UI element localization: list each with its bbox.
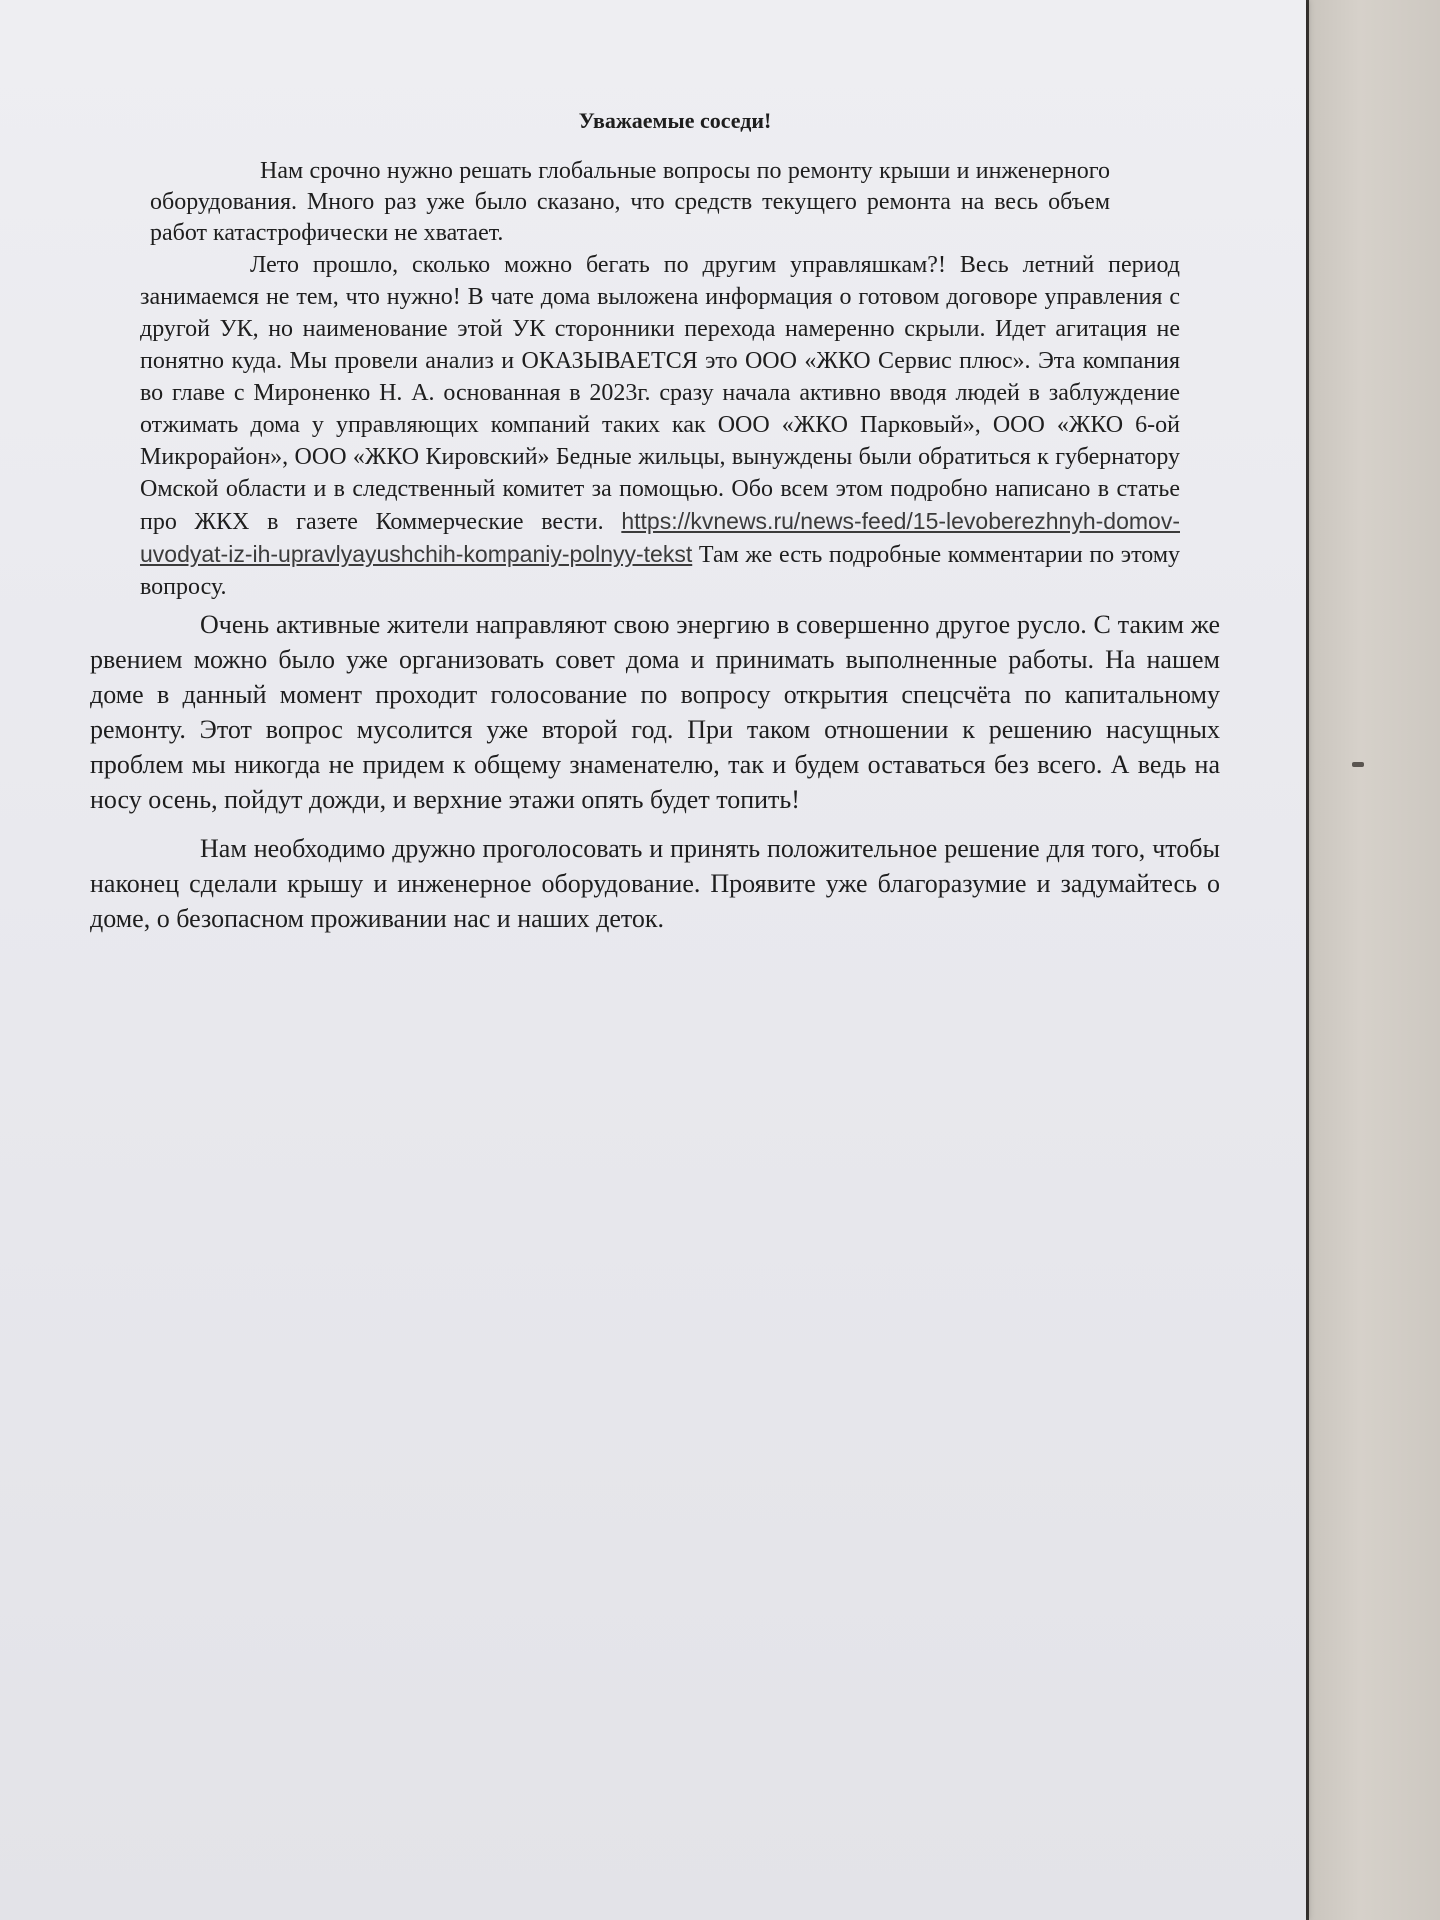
sheet-edge-shadow bbox=[1306, 0, 1309, 1920]
paper-mark bbox=[1352, 762, 1364, 767]
paragraph-management-company bbox=[90, 249, 1220, 603]
paragraph-roof-repair: Нам срочно нужно решать глобальные вопросы по ремонту крыши и инженерного оборудования. Много раз уже было сказано, что средств текущего ремонта на весь объем работ катастрофически не хватает. bbox=[150, 158, 1110, 246]
paragraph-text: Лето прошло, сколько можно бегать по другим управляшкам?! Весь летний период занимаемся не тем, что нужно! В чате дома выложена информация о готовом договоре управления с другой УК, но наименование этой УК сторонники перехода намеренно скрыли. Идет агитация не понятно куда. Мы провели анализ и ОКАЗЫВАЕТСЯ это ООО «ЖКО Сервис плюс». Эта компания во главе с Мироненко Н. А. основанная в 2023г. сразу начала активно вводя людей в заблуждение отжимать дома у управляющих компаний таких как ООО «ЖКО Парковый», ООО «ЖКО 6-ой Микрорайон», ООО «ЖКО Кировский» Бедные жильцы, вынуждены были обратиться к губернатору Омской области и в следственный комитет за помощью. Обо всем этом подробно написано в статье про ЖКХ в газете Коммерческие вести. bbox=[140, 252, 1180, 535]
paragraph-active-residents: Очень активные жители направляют свою энергию в совершенно другое русло. С таким же рвением можно было уже организовать совет дома и принимать выполненные работы. На нашем доме в данный момент проходит голосование по вопросу открытия спецсчёта по капитальному ремонту. Этот вопрос мусолится уже второй год. При таком отношении к решению насущных проблем мы никогда не придем к общему знаменателю, так и будем оставаться без всего. А ведь на носу осень, пойдут дожди, и верхние этажи опять будет топить! bbox=[90, 610, 1220, 814]
letter-body bbox=[90, 108, 1220, 936]
letter-title: Уважаемые соседи! bbox=[578, 108, 772, 133]
paragraph-text-after-link: Там же есть подробные комментарии по этому вопросу. bbox=[140, 542, 1181, 600]
underlying-paper-edge bbox=[1306, 0, 1440, 1920]
article-link[interactable]: https://kvnews.ru/news-feed/15-levoberezhnyh-domov-uvodyat-iz-ih-upravlyayushchih-kompaniy-polnyy-tekst bbox=[140, 508, 1180, 567]
paragraph-call-to-vote: Нам необходимо дружно проголосовать и принять положительное решение для того, чтобы наконец сделали крышу и инженерное оборудование. Проявите уже благоразумие и задумайтесь о доме, о безопасном проживании нас и наших деток. bbox=[90, 834, 1220, 933]
